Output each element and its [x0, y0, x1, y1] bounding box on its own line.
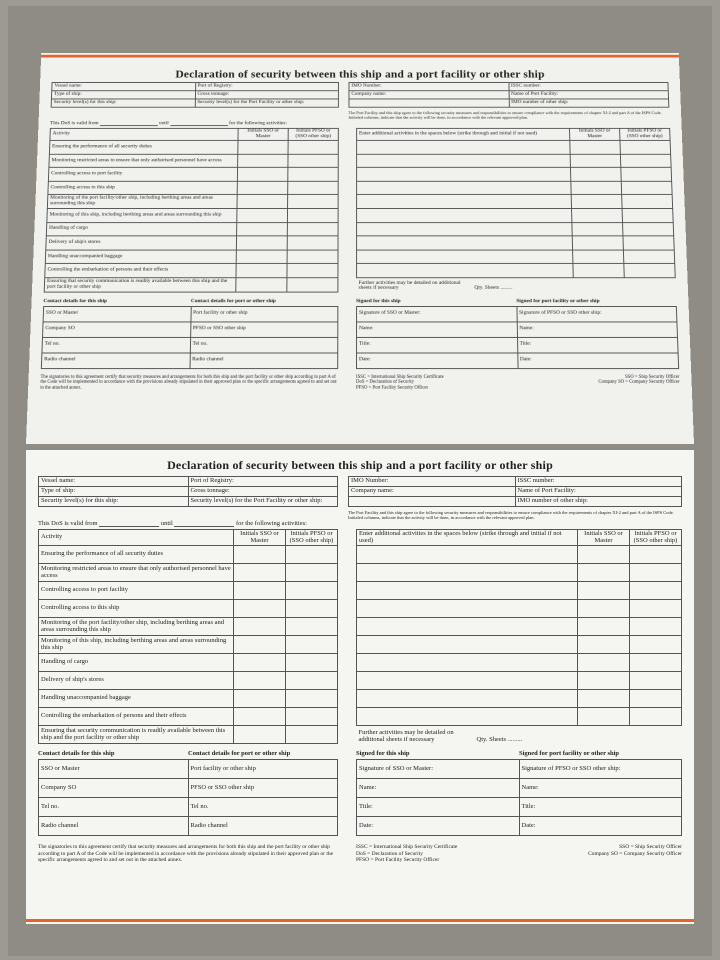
additional-activity-field[interactable] — [357, 618, 578, 636]
additional-activity-row — [357, 726, 682, 744]
form-sheet — [40, 82, 680, 391]
initials-sso-head: Initials SSO or Master — [578, 530, 630, 546]
abbreviation: ISSC = International Ship Security Certificate — [356, 844, 458, 850]
signature-field[interactable]: Name: — [519, 779, 682, 798]
validity-line: This DoS is valid from until for the following activities: — [49, 120, 287, 127]
abbreviation: DoS = Declaration of Security — [356, 380, 415, 386]
validity-line: This DoS is valid from until for the following activities: — [38, 520, 307, 527]
additional-activity-field[interactable] — [357, 167, 571, 181]
activity-row — [49, 140, 338, 154]
initials-pfso-cell[interactable] — [287, 250, 338, 264]
initials-sso-cell[interactable] — [570, 140, 621, 154]
additional-activity-field[interactable] — [357, 654, 578, 672]
initials-pfso-head: Initials PFSO or (SSO other ship) — [620, 128, 671, 140]
initials-sso-cell[interactable] — [234, 672, 286, 690]
additional-activities-table — [356, 529, 682, 744]
initials-sso-cell[interactable] — [578, 546, 630, 564]
qty-sheets-field[interactable]: Qty. Sheets ......... — [474, 285, 513, 291]
abbreviations-right — [588, 844, 682, 864]
initials-sso-cell[interactable] — [572, 208, 623, 222]
orange-rule — [41, 55, 679, 58]
signature-field[interactable]: Signature of SSO or Master: — [357, 306, 517, 321]
contact-field[interactable]: Company SO — [39, 779, 189, 798]
initials-sso-cell[interactable] — [234, 582, 286, 600]
initials-pfso-head: Initials PFSO or (SSO other ship) — [288, 128, 338, 140]
initials-sso-cell[interactable] — [578, 672, 630, 690]
signed-ship-head: Signed for this ship — [356, 750, 410, 757]
form-page-bottom — [26, 450, 694, 924]
initials-pfso-head: Initials PFSO or (SSO other ship) — [630, 530, 682, 546]
further-activities-cell — [357, 726, 682, 744]
additional-activities-table — [356, 128, 676, 292]
signature-field[interactable]: Signature of SSO or Master: — [357, 760, 520, 779]
additional-activity-row — [357, 264, 676, 278]
contact-field[interactable]: Tel no. — [42, 337, 190, 353]
additional-activity-row — [357, 195, 673, 209]
initials-sso-cell[interactable] — [573, 250, 624, 264]
activity-row — [39, 726, 338, 744]
ship-header-field[interactable]: Type of ship: — [51, 91, 195, 99]
signed-ship-head: Signed for this ship — [356, 297, 401, 304]
initials-sso-cell[interactable] — [237, 195, 288, 209]
initials-sso-cell[interactable] — [237, 222, 288, 236]
additional-activity-field[interactable] — [357, 708, 578, 726]
initials-pfso-cell[interactable] — [630, 690, 682, 708]
port-header-field[interactable]: Company name: — [349, 487, 516, 497]
initials-pfso-cell[interactable] — [630, 546, 682, 564]
ship-header-field[interactable]: Gross tonnage: — [188, 487, 338, 497]
ship-header-field[interactable]: Vessel name: — [52, 83, 195, 91]
additional-activity-row — [357, 654, 682, 672]
contact-field[interactable]: Port facility or other ship — [190, 306, 337, 321]
additional-activity-row — [357, 690, 682, 708]
port-header-field[interactable]: Company name: — [349, 91, 509, 99]
certification-text: The signatories to this agreement certify that security measures and arrangements for both this ship and the port facility or other ship according to part A of the Code will be implemented in accordance with the provisions already stipulated in their approved plan or the specific arrangements agreed to and set out in the attached annex. — [38, 844, 334, 864]
additional-activity-row — [357, 167, 672, 181]
activity-row — [39, 636, 338, 654]
abbreviation: SSO = Ship Security Officer — [624, 374, 680, 380]
port-header-field[interactable]: IMO Number: — [349, 477, 516, 487]
further-activities-note: Further activities may be detailed on additional sheets if necessary — [358, 728, 454, 743]
activity-row — [39, 582, 338, 600]
port-header-table — [348, 82, 669, 108]
signature-field[interactable]: Name: — [357, 321, 517, 336]
activity-row — [47, 208, 338, 222]
booklet — [8, 6, 712, 956]
initials-pfso-cell[interactable] — [621, 167, 672, 181]
activity-column-head: Activity — [39, 530, 234, 546]
signature-field[interactable]: Date: — [357, 817, 520, 836]
initials-sso-cell[interactable] — [578, 690, 630, 708]
additional-activity-field[interactable] — [357, 582, 578, 600]
activity-label: Controlling access to this ship — [39, 600, 234, 618]
activity-row — [49, 154, 338, 168]
additional-column-head: Enter additional activities in the spaces below (strike through and initial if not used) — [357, 128, 570, 140]
abbreviations-left — [356, 844, 457, 864]
orange-rule — [26, 919, 694, 922]
activity-label: Handling of cargo — [46, 222, 236, 236]
contacts-table — [38, 759, 338, 836]
initials-pfso-cell[interactable] — [623, 250, 674, 264]
contact-field[interactable]: Company SO — [43, 321, 191, 336]
additional-activity-row — [357, 636, 682, 654]
additional-activity-row — [357, 208, 674, 222]
form-title: Declaration of security between this ship and a port facility or other ship — [175, 67, 545, 81]
additional-activity-row — [357, 564, 682, 582]
initials-sso-cell[interactable] — [234, 600, 286, 618]
valid-until-field[interactable] — [170, 125, 228, 126]
initials-pfso-cell[interactable] — [622, 208, 673, 222]
activity-row — [46, 222, 338, 236]
activity-row — [39, 546, 338, 564]
abbreviations-left — [356, 374, 444, 391]
initials-sso-cell[interactable] — [234, 708, 286, 726]
additional-activity-field[interactable] — [357, 564, 578, 582]
additional-activity-row — [357, 236, 675, 250]
additional-activity-row — [357, 600, 682, 618]
abbreviation: SSO = Ship Security Officer — [619, 844, 682, 850]
certification-text: The signatories to this agreement certify that security measures and arrangements for both this ship and the port facility or other ship according to part A of the Code will be implemented in accordance with the provisions already stipulated in their approved plan or the specific arrangements agreed to and set out in the attached annex. — [40, 374, 337, 391]
contact-field[interactable]: Tel no. — [188, 798, 338, 817]
signature-field[interactable]: Title: — [519, 798, 682, 817]
initials-pfso-cell[interactable] — [286, 654, 338, 672]
valid-until-field[interactable] — [174, 526, 234, 527]
port-header-table — [348, 476, 682, 507]
initials-sso-cell[interactable] — [571, 195, 622, 209]
contact-field[interactable]: Radio channel — [190, 353, 338, 369]
contact-field[interactable]: SSO or Master — [43, 306, 191, 321]
initials-sso-cell[interactable] — [578, 708, 630, 726]
additional-activity-row — [357, 278, 676, 292]
ship-header-table — [51, 82, 339, 108]
abbreviation: DoS = Declaration of Security — [356, 850, 423, 857]
valid-from-field[interactable] — [99, 526, 159, 527]
additional-activity-row — [357, 672, 682, 690]
initials-pfso-cell[interactable] — [630, 672, 682, 690]
ship-header-field[interactable]: Type of ship: — [39, 487, 189, 497]
initials-pfso-cell[interactable] — [630, 600, 682, 618]
initials-sso-head: Initials SSO or Master — [569, 128, 619, 140]
initials-pfso-cell[interactable] — [286, 708, 338, 726]
additional-activity-field[interactable] — [357, 600, 578, 618]
additional-activity-field[interactable] — [357, 195, 572, 209]
initials-pfso-cell[interactable] — [288, 167, 338, 181]
activity-row — [39, 708, 338, 726]
additional-activity-field[interactable] — [357, 546, 578, 564]
port-header-field[interactable] — [349, 99, 509, 107]
initials-sso-cell[interactable] — [234, 726, 286, 744]
activity-label: Ensuring that security communication is readily available between this ship and the port facility or other ship — [44, 278, 236, 292]
initials-sso-cell[interactable] — [236, 278, 287, 292]
contact-field[interactable]: PFSO or SSO other ship — [188, 779, 338, 798]
additional-activity-field[interactable] — [357, 636, 578, 654]
activity-label: Monitoring of the port facility/other ship, including berthing areas and areas surrounding this ship — [47, 195, 237, 209]
initials-sso-cell[interactable] — [234, 690, 286, 708]
additional-activity-row — [357, 582, 682, 600]
port-header-field[interactable]: IMO number of other ship: — [509, 99, 669, 107]
ship-header-field[interactable]: Security level(s) for this ship: — [51, 99, 195, 107]
initials-sso-cell[interactable] — [578, 600, 630, 618]
initials-sso-cell[interactable] — [578, 618, 630, 636]
activities-table — [38, 529, 338, 744]
activity-label: Monitoring of the port facility/other ship, including berthing areas and areas surrounding this ship — [39, 618, 234, 636]
initials-sso-cell[interactable] — [234, 564, 286, 582]
abbreviation: ISSC = International Ship Security Certificate — [356, 374, 444, 380]
port-header-field[interactable]: Name of Port Facility: — [515, 487, 682, 497]
activity-row — [39, 654, 338, 672]
ship-header-field[interactable]: Port of Registry: — [195, 83, 338, 91]
additional-activity-row — [357, 546, 682, 564]
activity-row — [48, 181, 338, 195]
ship-header-field[interactable]: Vessel name: — [39, 477, 189, 487]
activity-row — [39, 600, 338, 618]
contacts-port-head: Contact details for port or other ship — [188, 750, 291, 757]
signature-field[interactable]: Date: — [519, 817, 682, 836]
initials-pfso-head: Initials PFSO or (SSO other ship) — [286, 530, 338, 546]
signature-field[interactable]: Date: — [357, 353, 518, 369]
abbreviation: PFSO = Port Facility Security Officer — [356, 857, 440, 864]
signature-field[interactable]: Name: — [357, 779, 520, 798]
ship-header-table — [38, 476, 338, 507]
form-sheet — [38, 476, 682, 864]
activity-label: Handling of cargo — [39, 654, 234, 672]
initials-sso-cell[interactable] — [578, 636, 630, 654]
initials-pfso-cell[interactable] — [621, 181, 672, 195]
ship-header-field[interactable]: Gross tonnage: — [195, 91, 338, 99]
agreement-note: The Port Facility and this ship agree to the following security measures and responsibilities to ensure compliance with the requirements of chapter XI-2 and part A of the ISPS Code. Initialed columns, indicate that the activity will be done, in accordance with the relevant approved plan. — [348, 510, 674, 520]
activity-label: Controlling access to port facility — [39, 582, 234, 600]
initials-sso-cell[interactable] — [234, 654, 286, 672]
agreement-note: The Port Facility and this ship agree to the following security measures and responsibilities to ensure compliance with the requirements of chapter XI-2 and part A of the ISPS Code. Initialed columns, indicate that the activity will be done, in accordance with the relevant approved plan. — [348, 110, 662, 120]
further-activities-cell — [357, 278, 676, 292]
activity-label: Controlling access to this ship — [48, 181, 238, 195]
valid-from-field[interactable] — [100, 125, 158, 126]
initials-pfso-cell[interactable] — [630, 582, 682, 600]
contact-field[interactable]: Tel no. — [190, 337, 338, 353]
initials-sso-cell[interactable] — [570, 167, 621, 181]
initials-pfso-cell[interactable] — [288, 181, 339, 195]
initials-pfso-cell[interactable] — [630, 708, 682, 726]
initials-sso-cell[interactable] — [234, 618, 286, 636]
activity-row — [39, 690, 338, 708]
abbreviation: Company SO = Company Security Officer — [588, 850, 682, 857]
ship-header-field[interactable]: Security level(s) for this ship: — [39, 497, 189, 507]
activity-row — [44, 278, 338, 292]
initials-sso-cell[interactable] — [237, 167, 288, 181]
initials-sso-cell[interactable] — [571, 181, 622, 195]
signature-field[interactable]: Name: — [517, 321, 678, 336]
activity-label: Monitoring restricted areas to ensure that only authorised personnel have access — [49, 154, 238, 168]
activity-label: Ensuring the performance of all security duties — [39, 546, 234, 564]
initials-sso-cell[interactable] — [236, 264, 287, 278]
initials-pfso-cell[interactable] — [287, 208, 338, 222]
initials-sso-cell[interactable] — [238, 154, 288, 168]
contact-field[interactable]: Radio channel — [188, 817, 338, 836]
initials-sso-cell[interactable] — [236, 236, 287, 250]
activity-label: Monitoring of this ship, including berthing areas and areas surrounding this ship — [39, 636, 234, 654]
signature-field[interactable]: Title: — [357, 798, 520, 817]
signature-field[interactable]: Date: — [517, 353, 678, 369]
additional-activity-field[interactable] — [357, 250, 573, 264]
initials-sso-cell[interactable] — [238, 140, 288, 154]
additional-activity-row — [357, 222, 674, 236]
signatures-table — [356, 306, 679, 369]
initials-pfso-cell[interactable] — [288, 140, 338, 154]
initials-pfso-cell[interactable] — [286, 618, 338, 636]
initials-pfso-cell[interactable] — [620, 154, 671, 168]
ship-header-field[interactable]: Security level(s) for the Port Facility or other ship: — [188, 497, 338, 507]
ship-header-field[interactable]: Security level(s) for the Port Facility or other ship: — [195, 99, 339, 107]
initials-pfso-cell[interactable] — [620, 140, 671, 154]
additional-activity-row — [357, 618, 682, 636]
additional-activity-field[interactable] — [357, 236, 573, 250]
initials-sso-cell[interactable] — [578, 582, 630, 600]
form-page-top — [26, 53, 694, 444]
abbreviation: PFSO = Port Facility Security Officer — [356, 385, 429, 391]
signature-field[interactable]: Signature of PFSO or SSO other ship: — [519, 760, 682, 779]
initials-pfso-cell[interactable] — [288, 154, 338, 168]
initials-pfso-cell[interactable] — [286, 690, 338, 708]
activity-label: Controlling the embarkation of persons and their effects — [39, 708, 234, 726]
additional-activity-field[interactable] — [357, 181, 572, 195]
initials-pfso-cell[interactable] — [286, 564, 338, 582]
additional-activity-row — [357, 154, 672, 168]
initials-sso-cell[interactable] — [570, 154, 621, 168]
initials-sso-cell[interactable] — [237, 181, 288, 195]
activity-label: Monitoring restricted areas to ensure that only authorised personnel have access — [39, 564, 234, 582]
initials-sso-cell[interactable] — [578, 564, 630, 582]
initials-pfso-cell[interactable] — [630, 564, 682, 582]
activity-row — [46, 236, 338, 250]
activity-label: Handling unaccompanied baggage — [45, 250, 236, 264]
activities-table — [44, 128, 339, 292]
abbreviations-right — [598, 374, 680, 391]
activity-label: Handling unaccompanied baggage — [39, 690, 234, 708]
initials-pfso-cell[interactable] — [286, 672, 338, 690]
contact-field[interactable]: Radio channel — [41, 353, 189, 369]
activity-row — [39, 564, 338, 582]
activity-label: Delivery of ship's stores — [39, 672, 234, 690]
initials-pfso-cell[interactable] — [286, 726, 338, 744]
signed-port-head: Signed for port facility or other ship — [519, 750, 620, 757]
additional-activity-row — [357, 181, 673, 195]
initials-sso-head: Initials SSO or Master — [238, 128, 288, 140]
initials-pfso-cell[interactable] — [286, 546, 338, 564]
signatures-table — [356, 759, 682, 836]
contacts-ship-head: Contact details for this ship — [43, 297, 108, 304]
activity-row — [48, 167, 338, 181]
initials-pfso-cell[interactable] — [286, 600, 338, 618]
initials-sso-cell[interactable] — [572, 222, 623, 236]
activity-label: Controlling the embarkation of persons and their effects — [45, 264, 236, 278]
activity-label: Ensuring the performance of all security duties — [49, 140, 238, 154]
activity-label: Delivery of ship's stores — [46, 236, 237, 250]
activity-label: Ensuring that security communication is readily available between this ship and the port facility or other ship — [39, 726, 234, 744]
additional-activity-field[interactable] — [357, 208, 572, 222]
port-header-field[interactable] — [349, 497, 516, 507]
additional-activity-field[interactable] — [357, 140, 571, 154]
additional-activity-field[interactable] — [357, 154, 571, 168]
contacts-ship-head: Contact details for this ship — [38, 750, 115, 757]
contact-field[interactable]: Radio channel — [39, 817, 189, 836]
contacts-port-head: Contact details for port or other ship — [190, 297, 276, 304]
activity-column-head: Activity — [50, 128, 238, 140]
initials-pfso-cell[interactable] — [287, 264, 338, 278]
initials-pfso-cell[interactable] — [288, 195, 339, 209]
additional-activity-field[interactable] — [357, 672, 578, 690]
signature-field[interactable]: Title: — [357, 337, 518, 353]
abbreviation: Company SO = Company Security Officer — [598, 380, 680, 386]
further-activities-note: Further activities may be detailed on additional sheets if necessary — [358, 279, 461, 291]
activity-row — [45, 264, 338, 278]
initials-pfso-cell[interactable] — [287, 278, 338, 292]
activity-label: Monitoring of this ship, including berthing areas and areas surrounding this ship — [47, 208, 237, 222]
initials-sso-cell[interactable] — [234, 636, 286, 654]
activity-row — [47, 195, 338, 209]
activity-row — [39, 618, 338, 636]
activity-label: Controlling access to port facility — [48, 167, 237, 181]
signed-port-head: Signed for port facility or other ship — [516, 297, 600, 304]
form-title: Declaration of security between this ship and a port facility or other ship — [167, 458, 553, 472]
initials-pfso-cell[interactable] — [630, 654, 682, 672]
initials-sso-cell[interactable] — [573, 264, 624, 278]
contacts-table — [41, 306, 339, 369]
initials-pfso-cell[interactable] — [622, 195, 673, 209]
initials-pfso-cell[interactable] — [623, 236, 674, 250]
initials-sso-head: Initials SSO or Master — [234, 530, 286, 546]
initials-pfso-cell[interactable] — [287, 236, 338, 250]
initials-sso-cell[interactable] — [234, 546, 286, 564]
initials-sso-cell[interactable] — [236, 250, 287, 264]
contact-field[interactable]: PFSO or SSO other ship — [190, 321, 338, 336]
additional-activity-row — [357, 708, 682, 726]
additional-activity-row — [357, 140, 671, 154]
initials-sso-cell[interactable] — [237, 208, 288, 222]
initials-pfso-cell[interactable] — [630, 636, 682, 654]
activity-row — [39, 672, 338, 690]
port-header-field[interactable]: IMO Number: — [349, 83, 509, 91]
initials-pfso-cell[interactable] — [630, 618, 682, 636]
activity-row — [45, 250, 338, 264]
contact-field[interactable]: Port facility or other ship — [188, 760, 338, 779]
qty-sheets-field[interactable]: Qty. Sheets ......... — [476, 735, 523, 743]
initials-pfso-cell[interactable] — [286, 636, 338, 654]
port-header-field[interactable]: ISSC number: — [515, 477, 682, 487]
signature-field[interactable]: Signature of PFSO or SSO other ship: — [516, 306, 676, 321]
initials-sso-cell[interactable] — [578, 654, 630, 672]
initials-pfso-cell[interactable] — [624, 264, 675, 278]
initials-pfso-cell[interactable] — [287, 222, 338, 236]
port-header-field[interactable]: Name of Port Facility: — [509, 91, 669, 99]
contact-field[interactable]: Tel no. — [39, 798, 189, 817]
contact-field[interactable]: SSO or Master — [39, 760, 189, 779]
additional-activity-field[interactable] — [357, 222, 573, 236]
initials-pfso-cell[interactable] — [286, 582, 338, 600]
initials-pfso-cell[interactable] — [623, 222, 674, 236]
signature-field[interactable]: Title: — [517, 337, 678, 353]
additional-activity-field[interactable] — [357, 264, 574, 278]
additional-column-head: Enter additional activities in the spaces below (strike through and initial if not used) — [357, 530, 578, 546]
ship-header-field[interactable]: Port of Registry: — [188, 477, 338, 487]
initials-sso-cell[interactable] — [572, 236, 623, 250]
port-header-field[interactable]: IMO number of other ship: — [515, 497, 682, 507]
additional-activity-field[interactable] — [357, 690, 578, 708]
port-header-field[interactable]: ISSC number: — [508, 83, 668, 91]
additional-activity-row — [357, 250, 675, 264]
